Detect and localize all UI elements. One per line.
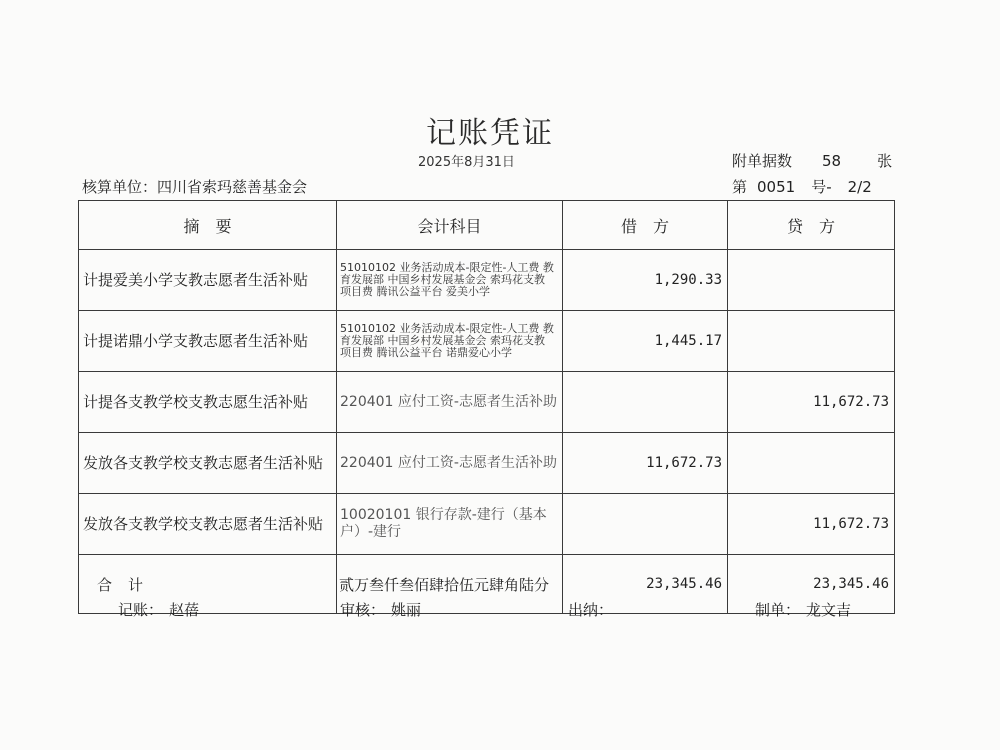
row-summary: 发放各支教学校支教志愿者生活补贴 — [79, 494, 337, 555]
cashier-label: 出纳： — [568, 601, 614, 619]
row-debit: 1,290.33 — [563, 250, 728, 311]
row-subject: 220401 应付工资-志愿者生活补助 — [337, 372, 563, 433]
row-subject: 220401 应付工资-志愿者生活补助 — [337, 433, 563, 494]
voucher-number-suffix: 号- — [811, 178, 832, 196]
voucher-title: 记账凭证 — [426, 116, 554, 151]
total-amount-in-words: 贰万叁仟叁佰肆拾伍元肆角陆分 — [337, 555, 563, 614]
reviewer-label: 审核： — [340, 601, 386, 619]
preparer-name: 龙文吉 — [806, 601, 852, 619]
row-credit — [728, 311, 895, 372]
total-credit: 23,345.46 — [728, 555, 895, 614]
row-summary: 计提爱美小学支教志愿者生活补贴 — [79, 250, 337, 311]
row-credit — [728, 250, 895, 311]
row-debit: 1,445.17 — [563, 311, 728, 372]
row-credit: 11,672.73 — [728, 494, 895, 555]
row-summary: 计提诺鼎小学支教志愿者生活补贴 — [79, 311, 337, 372]
row-summary: 计提各支教学校支教志愿生活补贴 — [79, 372, 337, 433]
voucher-number — [732, 176, 872, 197]
row-debit: 11,672.73 — [563, 433, 728, 494]
voucher-number-prefix: 第 — [732, 178, 748, 196]
row-subject: 51010102 业务活动成本-限定性-人工费 教育发展部 中国乡村发展基金会 索玛花支教 项目费 腾讯公益平台 诺鼎爱心小学 — [337, 311, 563, 372]
row-debit — [563, 494, 728, 555]
row-debit — [563, 372, 728, 433]
attachment-info — [732, 150, 892, 171]
reviewer-signature — [340, 599, 421, 620]
cashier-signature — [568, 599, 619, 620]
table-row — [79, 494, 895, 555]
header-subject: 会计科目 — [337, 201, 563, 250]
accounting-unit — [82, 176, 307, 197]
row-credit — [728, 433, 895, 494]
accounting-unit-label: 核算单位： — [82, 178, 158, 196]
table-row — [79, 311, 895, 372]
attachment-count: 58 — [822, 152, 842, 170]
total-label: 合计 — [97, 575, 160, 594]
total-debit: 23,345.46 — [563, 555, 728, 614]
row-subject: 51010102 业务活动成本-限定性-人工费 教育发展部 中国乡村发展基金会 索玛花支教 项目费 腾讯公益平台 爱美小学 — [337, 250, 563, 311]
bookkeeper-label: 记账： — [118, 601, 164, 619]
table-header-row — [79, 201, 895, 250]
row-summary: 发放各支教学校支教志愿者生活补贴 — [79, 433, 337, 494]
table-row — [79, 250, 895, 311]
attachment-label: 附单据数 — [732, 152, 793, 170]
bookkeeper-signature — [118, 599, 199, 620]
preparer-label: 制单： — [755, 601, 801, 619]
reviewer-name: 姚丽 — [391, 601, 422, 619]
voucher-number-value: 0051 — [757, 178, 796, 196]
table-row — [79, 433, 895, 494]
row-credit: 11,672.73 — [728, 372, 895, 433]
voucher-table — [78, 200, 895, 614]
header-summary: 摘 要 — [79, 201, 337, 250]
header-debit: 借 方 — [563, 201, 728, 250]
bookkeeper-name: 赵蓓 — [169, 601, 200, 619]
table-row — [79, 372, 895, 433]
attachment-unit: 张 — [877, 152, 893, 170]
row-subject: 10020101 银行存款-建行（基本户）-建行 — [337, 494, 563, 555]
accounting-unit-name: 四川省索玛慈善基金会 — [157, 178, 308, 196]
voucher-page: 2/2 — [847, 178, 872, 196]
voucher-date: 2025年8月31日 — [418, 155, 515, 170]
preparer-signature — [755, 599, 851, 620]
header-credit: 贷 方 — [728, 201, 895, 250]
